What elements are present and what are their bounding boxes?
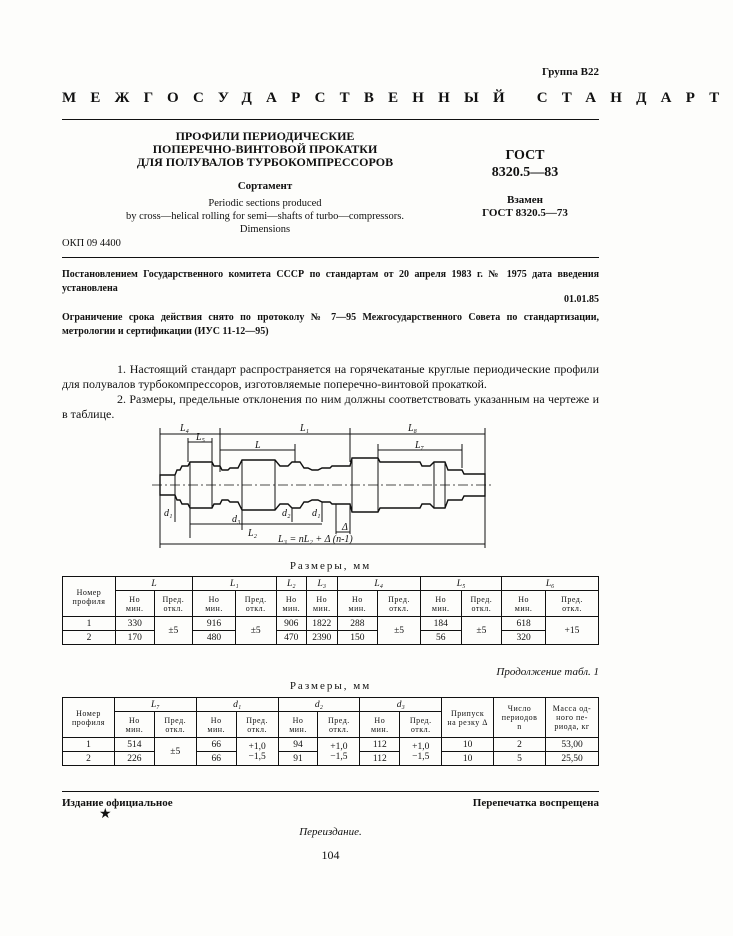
cell-d1: 66 [196, 752, 236, 766]
col-d3: d₃ [360, 698, 442, 712]
col-l1: L₁ [193, 577, 276, 591]
cell-l6: 618 [502, 617, 546, 631]
subcol-dev: Пред. откл. [545, 591, 598, 617]
cell-d2-tol: +1,0 −1,5 [318, 738, 360, 766]
table-row [63, 738, 599, 752]
okp-code: ОКП 09 4400 [62, 238, 121, 249]
label-d3: d₃ [232, 514, 241, 525]
title-line: ДЛЯ ПОЛУВАЛОВ ТУРБОКОМПРЕССОРОВ [136, 155, 394, 169]
english-title [100, 197, 430, 236]
col-allowance: Припуск на резку Δ [442, 698, 494, 738]
subcol-dev: Пред. откл. [235, 591, 276, 617]
cell-l7: 226 [114, 752, 154, 766]
subcol-nom: Но мин. [114, 712, 154, 738]
col-l2: L₂ [276, 577, 307, 591]
subcol-nom: Но мин. [337, 591, 378, 617]
cell-profile: 1 [63, 617, 116, 631]
cell-allowance: 10 [442, 752, 494, 766]
page-number: 104 [321, 848, 340, 862]
label-l1: L₁ [300, 423, 310, 434]
col-l7: L₇ [114, 698, 196, 712]
label-d1-second: d₁ [312, 508, 321, 519]
standard-banner: МЕЖГОСУДАРСТВЕННЫЙ СТАНДАРТ [62, 90, 733, 106]
col-profile-number: Номер профиля [63, 577, 116, 617]
cell-l: 170 [115, 631, 154, 645]
replaces-block [470, 194, 580, 220]
table-continuation-note: Продолжение табл. 1 [496, 666, 599, 678]
subcol-nom: Но мин. [115, 591, 154, 617]
label-l8: L₈ [408, 423, 418, 434]
cell-l4: 288 [337, 617, 378, 631]
cell-profile: 2 [63, 631, 116, 645]
cell-l4: 150 [337, 631, 378, 645]
subcol-dev: Пред. откл. [236, 712, 278, 738]
label-d2: d₂ [282, 508, 291, 519]
cell-d1-tol: +1,0 −1,5 [236, 738, 278, 766]
top-rule [62, 119, 599, 120]
header-rule [62, 257, 599, 258]
group-code: Группа В22 [541, 66, 599, 78]
cell-l-tol: ±5 [154, 617, 193, 645]
paragraph-2: 2. Размеры, предельные отклонения по ним должны соответствовать указанным на чертеже и в таблице. [62, 392, 599, 421]
label-l3-formula: L₃ = nL₂ + Δ (n-1) [278, 534, 353, 545]
col-l4: L₄ [337, 577, 420, 591]
english-title-line: Periodic sections produced [208, 198, 322, 209]
title-line: ПОПЕРЕЧНО-ВИНТОВОЙ ПРОКАТКИ [152, 142, 378, 156]
subcol-nom: Но мин. [193, 591, 236, 617]
label-d1: d₁ [164, 508, 173, 519]
english-title-line: by cross—helical rolling for semi—shafts of turbo—compressors. [126, 211, 404, 222]
footer-rule [62, 791, 599, 792]
cell-d2: 94 [278, 738, 318, 752]
col-d1: d₁ [196, 698, 278, 712]
cell-l3: 2390 [307, 631, 338, 645]
table2-caption: Размеры, мм [289, 680, 372, 692]
replaces-code: ГОСТ 8320.5—73 [482, 207, 568, 219]
subcol-nom: Но мин. [360, 712, 400, 738]
gost-code: 8320.5—83 [491, 165, 559, 180]
subcol-dev: Пред. откл. [318, 712, 360, 738]
label-l4: L₄ [180, 423, 190, 434]
gost-number [470, 147, 580, 181]
subcol-nom: Но мин. [502, 591, 546, 617]
col-profile-number: Номер профиля [63, 698, 115, 738]
gost-label: ГОСТ [505, 148, 545, 163]
cell-l2: 906 [276, 617, 307, 631]
cell-d3: 112 [360, 738, 400, 752]
subcol-nom: Но мин. [307, 591, 338, 617]
star-mark: ★ [99, 807, 112, 822]
cell-periods: 2 [494, 738, 546, 752]
cell-l1: 916 [193, 617, 236, 631]
cell-l7: 514 [114, 738, 154, 752]
cell-d2: 91 [278, 752, 318, 766]
cell-l5: 56 [420, 631, 461, 645]
cell-profile: 1 [63, 738, 115, 752]
cell-l4-tol: ±5 [378, 617, 421, 645]
cell-mass: 25,50 [546, 752, 599, 766]
col-l3: L₃ [307, 577, 338, 591]
cell-l2: 470 [276, 631, 307, 645]
label-l: L [255, 440, 261, 451]
document-subtitle: Сортамент [237, 180, 293, 192]
cell-l6: 320 [502, 631, 546, 645]
subcol-nom: Но мин. [276, 591, 307, 617]
cell-d1: 66 [196, 738, 236, 752]
cell-mass: 53,00 [546, 738, 599, 752]
cell-l: 330 [115, 617, 154, 631]
profile-drawing [150, 412, 500, 552]
table-row [63, 631, 599, 645]
reissue-note: Переиздание. [299, 826, 362, 838]
cell-d3-tol: +1,0 −1,5 [400, 738, 442, 766]
subcol-nom: Но мин. [278, 712, 318, 738]
col-l6: L₆ [502, 577, 599, 591]
subcol-dev: Пред. откл. [461, 591, 502, 617]
decree-date: 01.01.85 [564, 294, 599, 305]
replaces-label: Взамен [507, 194, 543, 206]
cell-l5: 184 [420, 617, 461, 631]
col-d2: d₂ [278, 698, 360, 712]
reprint-prohibited-label: Перепечатка воспрещена [472, 797, 599, 809]
cell-l6-tol: +15 [545, 617, 598, 645]
col-periods: Число периодов n [494, 698, 546, 738]
decree-text: Постановлением Государственного комитета СССР по стандартам от 20 апреля 1983 г. № 1975 дата введения установлена [62, 269, 599, 294]
cell-allowance: 10 [442, 738, 494, 752]
cell-d3: 112 [360, 752, 400, 766]
document-title [110, 130, 420, 169]
cell-periods: 5 [494, 752, 546, 766]
dimensions-table-1 [62, 576, 599, 645]
subcol-dev: Пред. откл. [378, 591, 421, 617]
cell-l5-tol: ±5 [461, 617, 502, 645]
subcol-nom: Но мин. [196, 712, 236, 738]
english-title-line: Dimensions [239, 224, 291, 235]
label-l2: L₂ [248, 528, 258, 539]
col-l5: L₅ [420, 577, 501, 591]
cell-profile: 2 [63, 752, 115, 766]
cell-l7-tol: ±5 [154, 738, 196, 766]
subcol-nom: Но мин. [420, 591, 461, 617]
label-l7: L₇ [415, 440, 425, 451]
subcol-dev: Пред. откл. [154, 591, 193, 617]
label-l5: L₅ [196, 432, 206, 443]
subcol-dev: Пред. откл. [400, 712, 442, 738]
cell-l1-tol: ±5 [235, 617, 276, 645]
official-edition-label: Издание официальное [62, 797, 173, 809]
subcol-dev: Пред. откл. [154, 712, 196, 738]
col-l: L [115, 577, 192, 591]
table-row [63, 617, 599, 631]
limit-text: Ограничение срока действия снято по протоколу № 7—95 Межгосударственного Совета по стандартизации, метрологии и сертификации (ИУС 11-12—95) [62, 312, 599, 337]
dimensions-table-2 [62, 697, 599, 766]
cell-l3: 1822 [307, 617, 338, 631]
paragraph-1: 1. Настоящий стандарт распространяется на горячекатаные круглые периодические профили для полувалов турбокомпрессоров, изготовляемые поперечно-винтовой прокаткой. [62, 362, 599, 391]
cell-l1: 480 [193, 631, 236, 645]
title-line: ПРОФИЛИ ПЕРИОДИЧЕСКИЕ [175, 129, 355, 143]
col-mass: Масса од- ного пе- риода, кг [546, 698, 599, 738]
table1-caption: Размеры, мм [289, 560, 372, 572]
label-delta: Δ [342, 522, 348, 533]
